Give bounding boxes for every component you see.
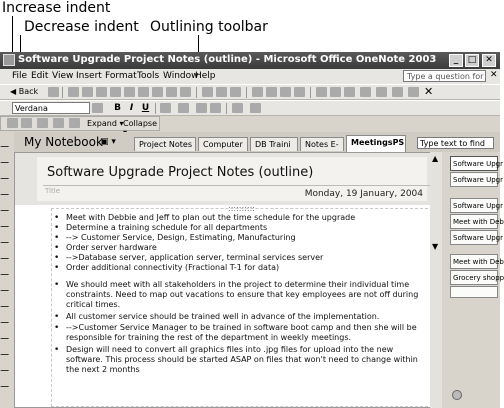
menu-format[interactable]: Format: [105, 71, 137, 81]
delete-icon[interactable]: ✕: [424, 85, 434, 98]
research-icon[interactable]: [294, 87, 305, 97]
new-page-tab-button[interactable]: [450, 286, 498, 298]
cut-icon[interactable]: [152, 87, 163, 97]
hide-levels-icon[interactable]: [69, 118, 80, 128]
onenote-app-icon: [3, 54, 15, 66]
pen-icon[interactable]: [0, 362, 13, 371]
menu-edit[interactable]: Edit: [31, 71, 49, 81]
font-name-select[interactable]: Verdana: [12, 102, 90, 114]
increase-indent-callout: Increase indent: [2, 0, 111, 16]
maximize-button[interactable]: □: [465, 54, 479, 67]
pen-icon[interactable]: [0, 282, 13, 291]
spell-icon[interactable]: [138, 87, 149, 97]
tab-computer[interactable]: Computer: [198, 137, 248, 151]
tab-notes-e[interactable]: Notes E-: [300, 137, 344, 151]
list-item[interactable]: • -->Customer Service Manager to be trained in software boot camp and then she will be responsible for training the rest of the department in weekly meetings.: [66, 323, 426, 343]
pen-icon[interactable]: [344, 87, 355, 97]
bullets-icon[interactable]: [160, 103, 171, 113]
window-title: Software Upgrade Project Notes (outline) - Microsoft Office OneNote 2003: [18, 54, 437, 65]
page-tab[interactable]: Software Upgr: [450, 172, 498, 187]
close-doc-icon[interactable]: ✕: [490, 70, 498, 80]
toolbar-separator: [62, 87, 63, 98]
list-item[interactable]: • All customer service should be trained well in advance of the implementation.: [66, 312, 426, 322]
pen-icon[interactable]: [0, 266, 13, 275]
pen-icon[interactable]: [0, 138, 13, 147]
find-input[interactable]: Type text to find: [417, 137, 494, 149]
outlining-toolbar-callout: Outlining toolbar: [150, 19, 268, 35]
title-bar: [0, 52, 500, 69]
print-icon[interactable]: [110, 87, 121, 97]
toolbar-separator: [246, 87, 247, 98]
pen-icon[interactable]: [0, 218, 13, 227]
audio-icon[interactable]: [266, 87, 277, 97]
scroll-button-icon[interactable]: [452, 390, 462, 400]
menu-window[interactable]: Window: [163, 71, 199, 81]
bold-button[interactable]: B: [114, 103, 121, 113]
move-down-icon[interactable]: [53, 118, 64, 128]
forward-icon[interactable]: [48, 87, 59, 97]
increase-indent-toolbar-icon[interactable]: [210, 103, 221, 113]
pen-icon[interactable]: [0, 378, 13, 387]
menu-tools[interactable]: Tools: [137, 71, 160, 81]
toolbar-separator: [155, 103, 156, 114]
page-tab[interactable]: Software Upgr: [450, 230, 498, 245]
pen-icon[interactable]: [0, 154, 13, 163]
move-up-icon[interactable]: [37, 118, 48, 128]
new-page-icon[interactable]: [68, 87, 79, 97]
title-underline: [43, 185, 433, 186]
flag-icon[interactable]: [316, 87, 327, 97]
list-item[interactable]: • We should meet with all stakeholders in the project to determine their individual time constraints. Need to map out vacations to ensure that key employees are not off during critical times.: [66, 280, 426, 310]
page-title[interactable]: Software Upgrade Project Notes (outline): [47, 165, 314, 180]
outline-container[interactable]: [51, 204, 433, 407]
insert-picture-icon[interactable]: [280, 87, 291, 97]
list-item[interactable]: • Determine a training schedule for all departments: [66, 223, 426, 233]
list-item[interactable]: • Order server hardware: [66, 243, 426, 253]
note-page: [14, 152, 442, 408]
decrease-indent-callout: Decrease indent: [24, 19, 139, 35]
page-tab[interactable]: Meet with Deb: [450, 254, 498, 269]
highlight-icon[interactable]: [232, 103, 243, 113]
toolbar-separator: [226, 103, 227, 114]
pen-dropdown-icon[interactable]: [360, 87, 371, 97]
list-item[interactable]: • -->Database server, application server, terminal services server: [66, 253, 426, 263]
scroll-down-icon[interactable]: ▼: [432, 242, 439, 251]
notebook-menu-icon[interactable]: ▣ ▾: [100, 137, 116, 147]
pen-icon[interactable]: [0, 170, 13, 179]
pen-icon[interactable]: [0, 234, 13, 243]
menu-help[interactable]: Help: [195, 71, 216, 81]
italic-button[interactable]: I: [129, 103, 134, 113]
undo-icon[interactable]: [216, 87, 227, 97]
increase-indent-icon[interactable]: [7, 118, 18, 128]
pen-icon[interactable]: [0, 330, 13, 339]
notebook-title[interactable]: My Notebook: [24, 135, 103, 149]
find-icon[interactable]: [330, 87, 341, 97]
page-date: Monday, 19 January, 2004: [304, 189, 423, 199]
toolbar-separator: [196, 87, 197, 98]
expand-button[interactable]: Expand ▾: [87, 119, 124, 128]
pen-icon[interactable]: [0, 314, 13, 323]
tab-project-notes[interactable]: Project Notes: [134, 137, 196, 151]
new-subpage-icon[interactable]: [82, 87, 93, 97]
copy-icon[interactable]: [166, 87, 177, 97]
underline-button[interactable]: U: [141, 103, 150, 113]
back-button[interactable]: ◀ Back: [10, 87, 39, 96]
onenote-window: [0, 52, 504, 408]
menu-insert[interactable]: Insert: [76, 71, 102, 81]
eraser-icon[interactable]: [392, 87, 403, 97]
menu-bar: [0, 69, 500, 84]
pen-icon[interactable]: [0, 298, 13, 307]
list-item[interactable]: • Order additional connectivity (Fractional T-1 for data): [66, 263, 426, 273]
standard-toolbar: [0, 84, 500, 100]
callout-area: [0, 0, 500, 52]
redo-icon[interactable]: [230, 87, 241, 97]
expand-label: Expand: [87, 119, 117, 128]
font-color-icon[interactable]: [250, 103, 261, 113]
pen-strip: [0, 132, 14, 408]
note-flag-icon[interactable]: [252, 87, 263, 97]
collapse-label: Collapse: [123, 119, 157, 128]
format-painter-icon[interactable]: [202, 87, 213, 97]
menu-view[interactable]: View: [52, 71, 74, 81]
numbering-icon[interactable]: [178, 103, 189, 113]
list-item[interactable]: • Design will need to convert all graphics files into .jpg files for upload into the new software. This process should be started ASAP on files that won't need to change within the next 2 months: [66, 345, 426, 375]
list-item[interactable]: • Meet with Debbie and Jeff to plan out the time schedule for the upgrade: [66, 213, 426, 223]
decrease-indent-toolbar-icon[interactable]: [196, 103, 207, 113]
toolbar-separator: [310, 87, 311, 98]
decrease-indent-icon[interactable]: [21, 118, 32, 128]
title-caption: Title: [45, 187, 61, 195]
page-tab[interactable]: Grocery shopp: [450, 270, 498, 285]
tab-meetings-ps[interactable]: MeetingsPS: [346, 135, 406, 152]
pen-icon[interactable]: [0, 186, 13, 195]
scroll-up-icon[interactable]: ▲: [432, 154, 439, 163]
paste-icon[interactable]: [180, 87, 191, 97]
close-button[interactable]: ✕: [482, 54, 496, 67]
outlining-toolbar: [0, 116, 160, 131]
menu-file[interactable]: File: [12, 71, 28, 81]
section-icon[interactable]: [96, 87, 107, 97]
page-tab[interactable]: Software Upgr: [450, 198, 498, 213]
minimize-button[interactable]: _: [449, 54, 463, 67]
formatting-toolbar: [0, 100, 500, 116]
help-search-input[interactable]: Type a question for: [403, 70, 486, 82]
pen-icon[interactable]: [0, 346, 13, 355]
list-item[interactable]: • --> Customer Service, Design, Estimating, Manufacturing: [66, 233, 426, 243]
page-tab[interactable]: Software Upgr: [450, 156, 498, 171]
pen-icon[interactable]: [0, 202, 13, 211]
tab-db-training[interactable]: DB Traini: [250, 137, 298, 151]
page-tabs-panel: [448, 152, 504, 408]
outline-drag-handle[interactable]: ::::::::::: [228, 204, 255, 213]
selection-tool-icon[interactable]: [376, 87, 387, 97]
font-size-select[interactable]: [92, 103, 103, 113]
back-label: Back: [18, 87, 39, 96]
insert-space-icon[interactable]: [408, 87, 419, 97]
email-icon[interactable]: [124, 87, 135, 97]
pen-icon[interactable]: [0, 250, 13, 259]
vertical-scrollbar[interactable]: [430, 152, 442, 408]
page-tab[interactable]: Meet with Deb: [450, 214, 498, 229]
